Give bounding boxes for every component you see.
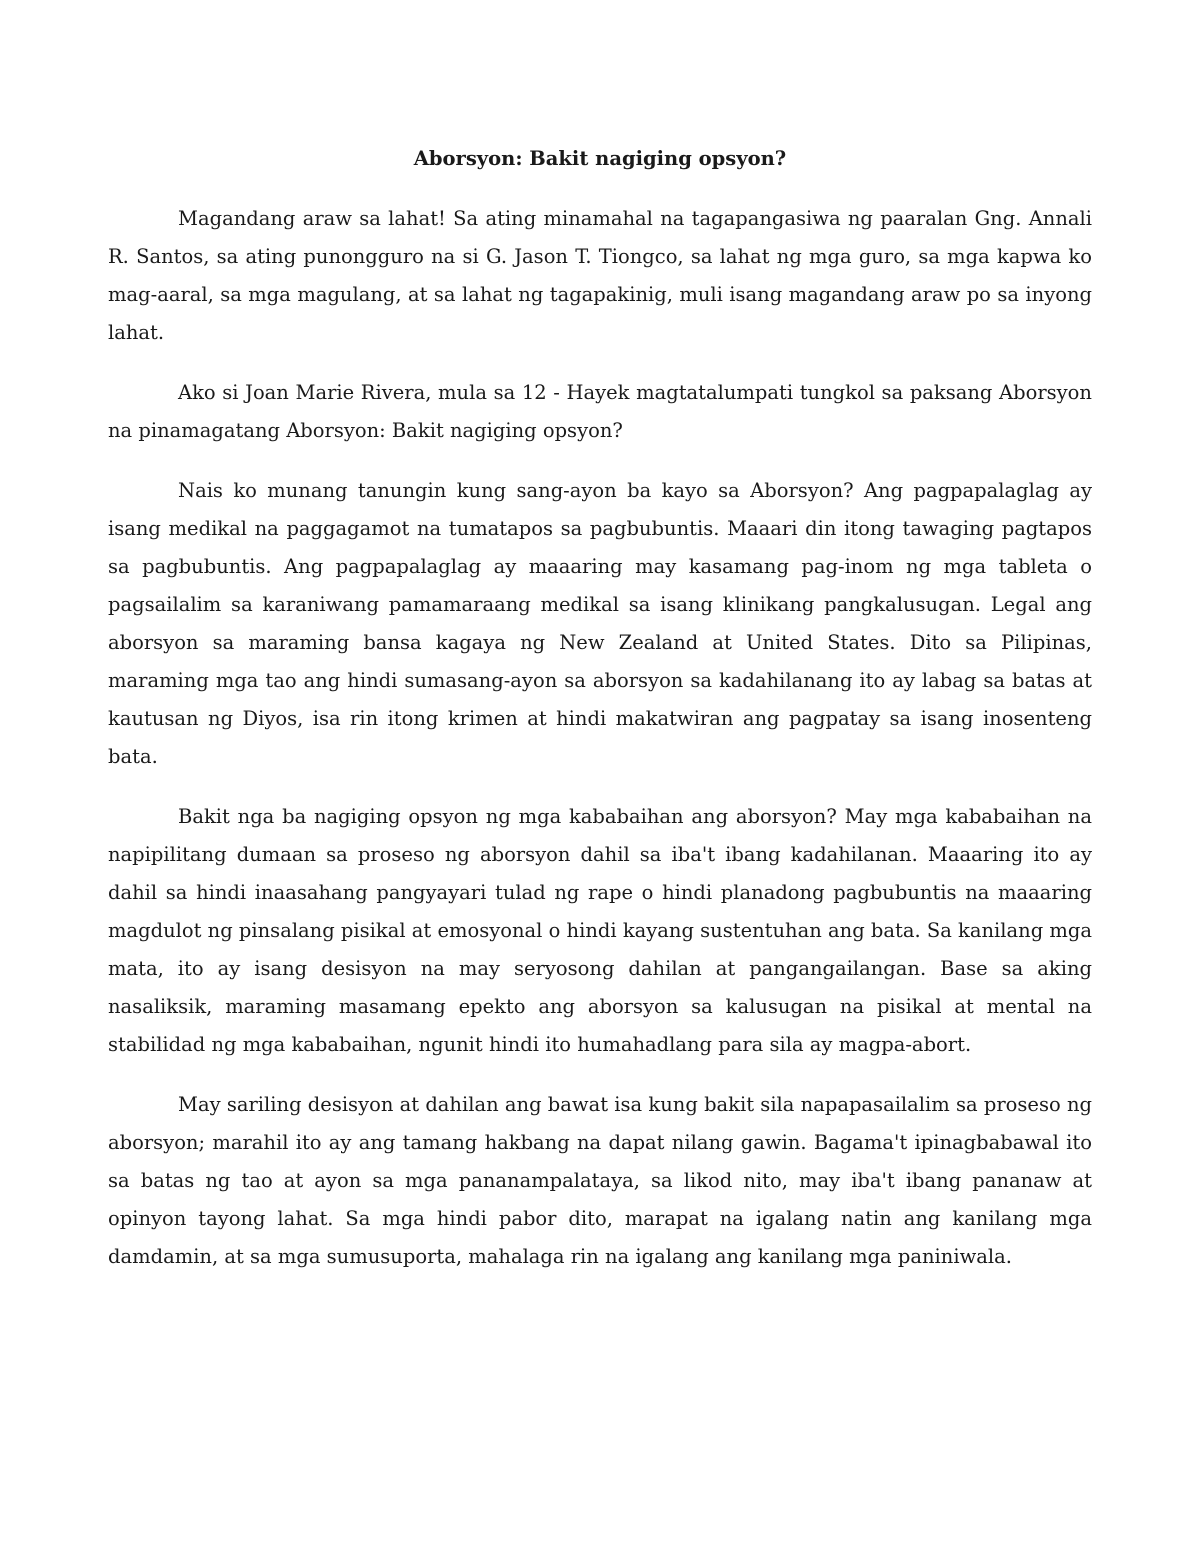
paragraph-introduction: Ako si Joan Marie Rivera, mula sa 12 - Hayek magtatalumpati tungkol sa paksang Aborsyon na pinamagatang Aborsyon: Bakit nagiging opsyon? — [108, 381, 1092, 442]
paragraph-reasons: Bakit nga ba nagiging opsyon ng mga kababaihan ang aborsyon? May mga kababaihan na napipilitang dumaan sa proseso ng aborsyon dahil sa iba't ibang kadahilanan. Maaaring ito ay dahil sa hindi inaasahang pangyayari tulad ng rape o hindi planadong pagbubuntis na maaaring magdulot ng pinsalang pisikal at emosyonal o hindi kayang sustentuhan ang bata. Sa kanilang mga mata, ito ay isang desisyon na may seryosong dahilan at pangangailangan. Base sa aking nasaliksik, maraming masamang epekto ang aborsyon sa kalusugan na pisikal at mental na stabilidad ng mga kababaihan, ngunit hindi ito humahadlang para sila ay magpa-abort. — [108, 805, 1092, 1056]
paragraph-definition: Nais ko munang tanungin kung sang-ayon ba kayo sa Aborsyon? Ang pagpapalaglag ay isang medikal na paggagamot na tumatapos sa pagbubuntis. Maaari din itong tawaging pagtapos sa pagbubuntis. Ang pagpapalaglag ay maaaring may kasamang pag-inom ng mga tableta o pagsailalim sa karaniwang pamamaraang medikal sa isang klinikang pangkalusugan. Legal ang aborsyon sa maraming bansa kagaya ng New Zealand at United States. Dito sa Pilipinas, maraming mga tao ang hindi sumasang-ayon sa aborsyon sa kadahilanang ito ay labag sa batas at kautusan ng Diyos, isa rin itong krimen at hindi makatwiran ang pagpatay sa isang inosenteng bata. — [108, 479, 1092, 768]
paragraph-greeting: Magandang araw sa lahat! Sa ating minamahal na tagapangasiwa ng paaralan Gng. Annali R. Santos, sa ating punongguro na si G. Jason T. Tiongco, sa lahat ng mga guro, sa mga kapwa ko mag-aaral, sa mga magulang, at sa lahat ng tagapakinig, muli isang magandang araw po sa inyong lahat. — [108, 207, 1092, 344]
document-title: Aborsyon: Bakit nagiging opsyon? — [413, 147, 787, 170]
document-body — [108, 200, 1092, 1298]
paragraph-conclusion: May sariling desisyon at dahilan ang bawat isa kung bakit sila napapasailalim sa proseso ng aborsyon; marahil ito ay ang tamang hakbang na dapat nilang gawin. Bagama't ipinagbabawal ito sa batas ng tao at ayon sa mga pananampalataya, sa likod nito, may iba't ibang pananaw at opinyon tayong lahat. Sa mga hindi pabor dito, marapat na igalang natin ang kanilang mga damdamin, at sa mga sumusuporta, mahalaga rin na igalang ang kanilang mga paniniwala. — [108, 1093, 1092, 1268]
